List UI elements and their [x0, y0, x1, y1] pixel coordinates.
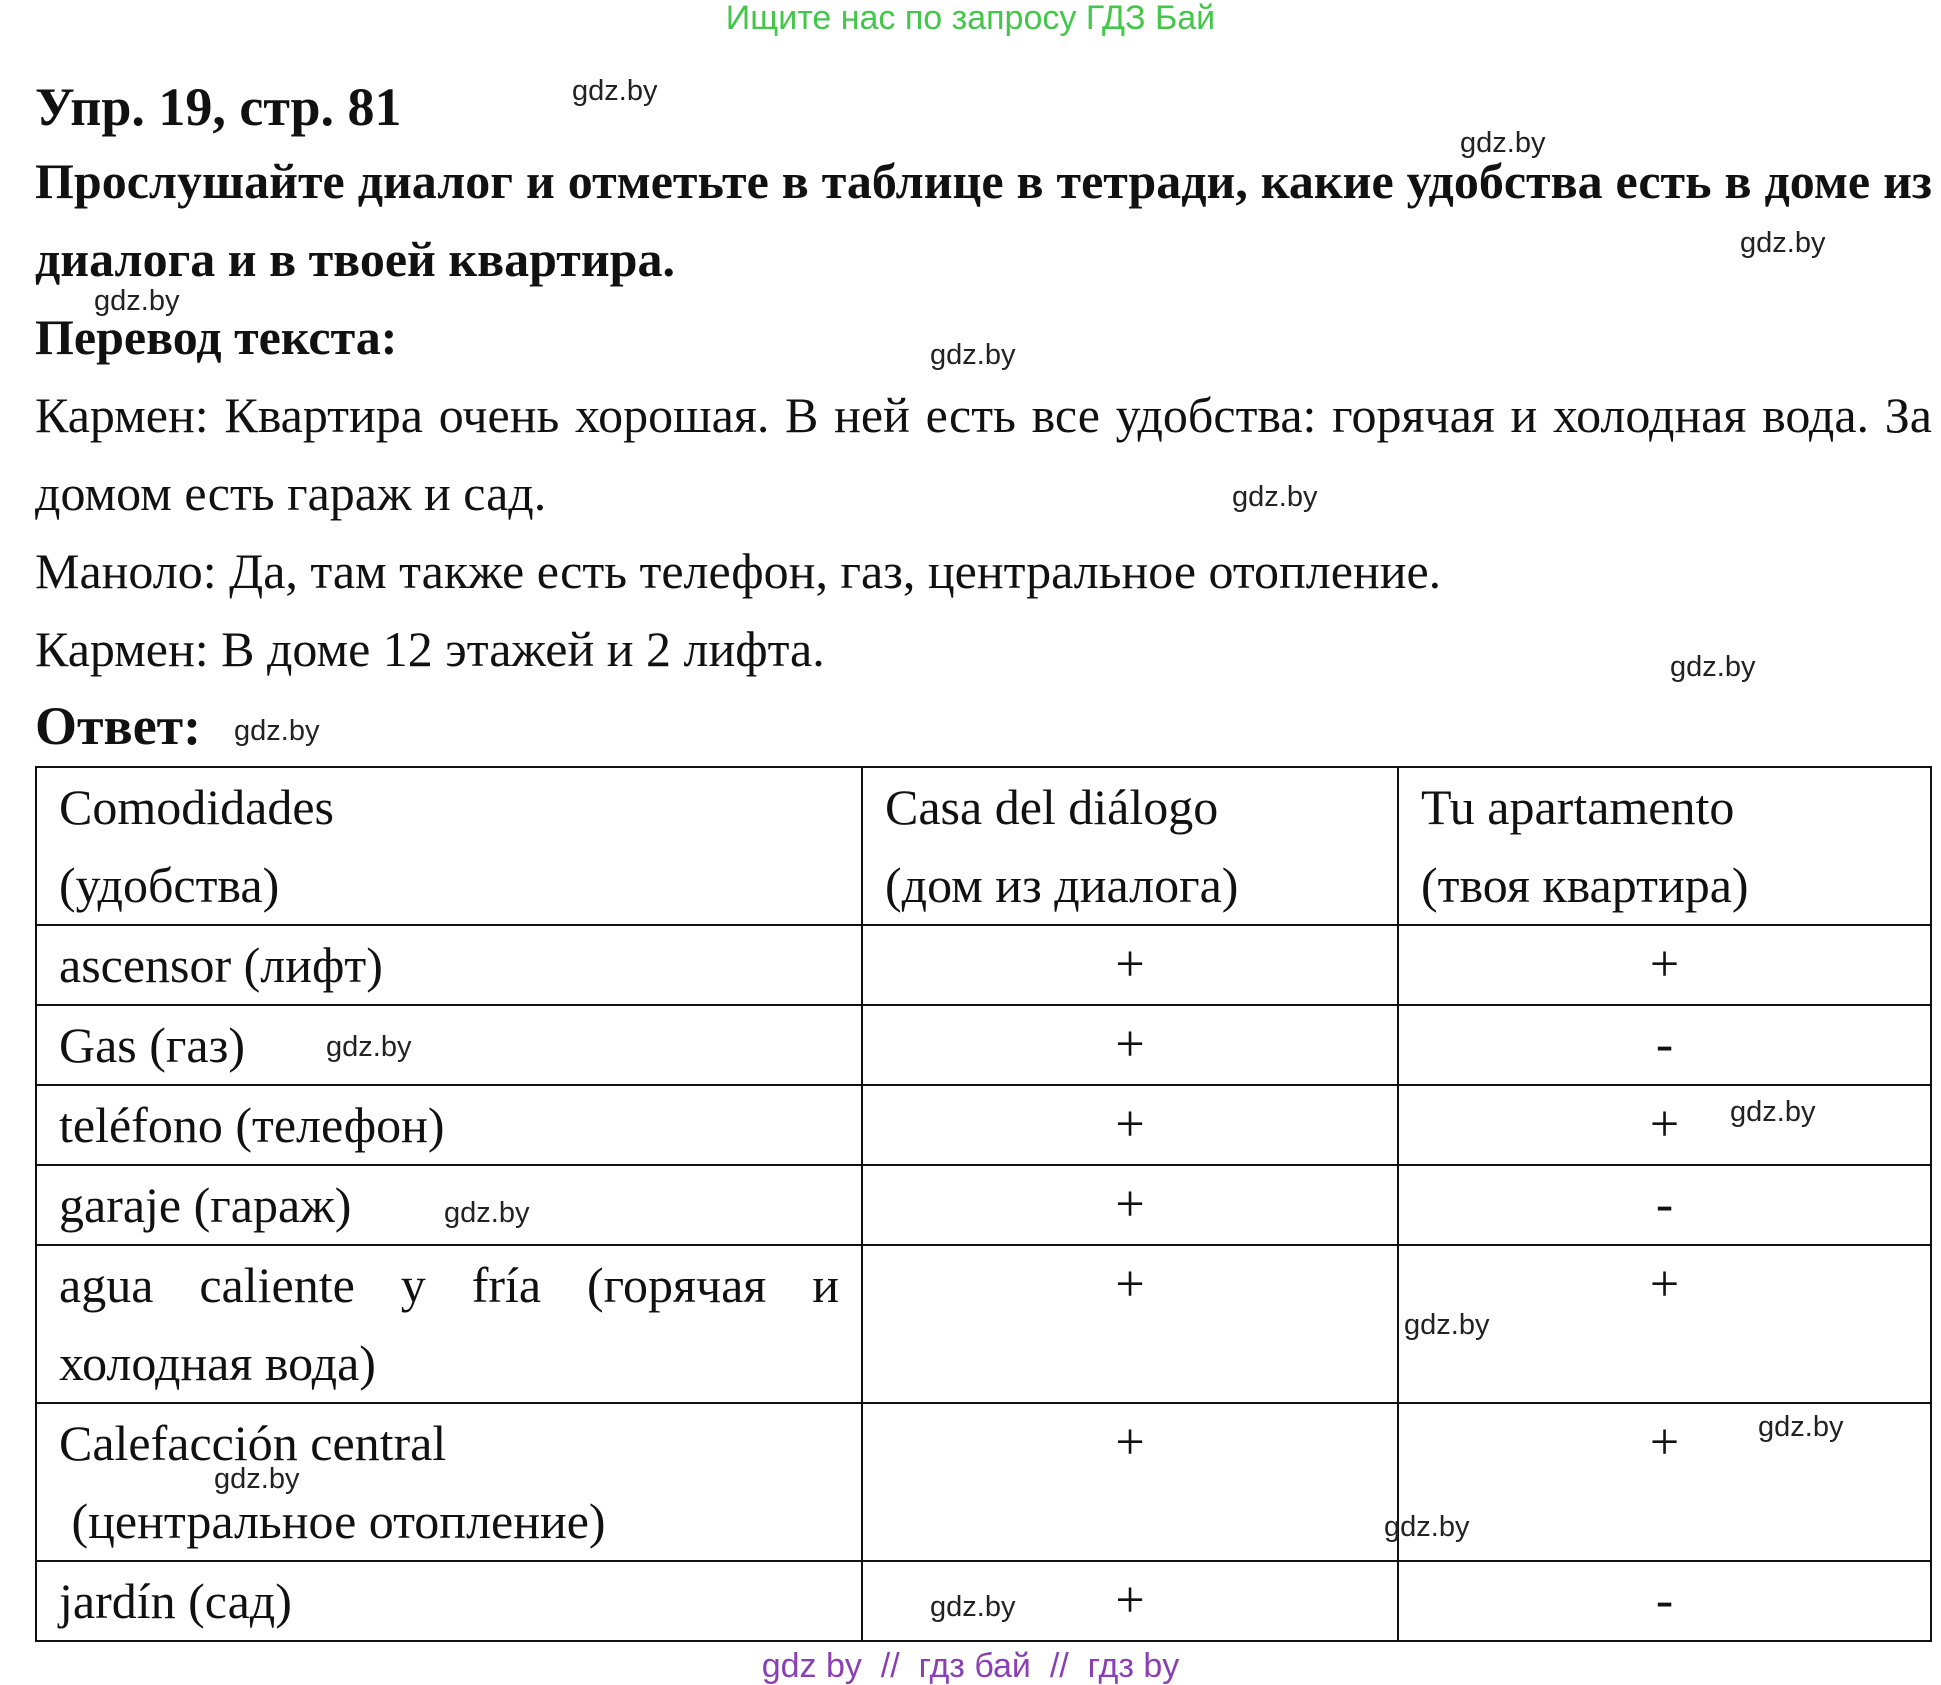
item-label: garaje (гараж): [59, 1177, 352, 1233]
item-cell: [36, 1005, 862, 1085]
translation-heading: Перевод текста:: [35, 309, 398, 365]
watermark: gdz.by: [1232, 481, 1318, 513]
item-label: ascensor (лифт): [59, 937, 383, 993]
header-cell: [862, 767, 1398, 925]
header-line: (удобства): [59, 857, 280, 913]
watermark: gdz.by: [1730, 1096, 1816, 1128]
table-row: [36, 1005, 1931, 1085]
watermark: gdz.by: [930, 1591, 1016, 1623]
watermark: gdz.by: [572, 75, 658, 107]
house-mark: +: [862, 1165, 1398, 1245]
watermark: gdz.by: [930, 339, 1016, 371]
house-mark: +: [862, 1561, 1398, 1641]
apartment-mark: -: [1398, 1165, 1931, 1245]
header-line: (твоя квартира): [1421, 857, 1749, 913]
task-text: Прослушайте диалог и отметьте в таблице в тетради, какие удобства есть в доме из диалога и в твоей квартира.: [35, 153, 1932, 287]
watermark: gdz.by: [94, 285, 180, 317]
item-cell: [36, 1403, 862, 1561]
header-line: Tu apartamento: [1421, 779, 1735, 835]
table-header-row: [36, 767, 1931, 925]
watermark: gdz.by: [1384, 1511, 1470, 1543]
header-cell: [36, 767, 862, 925]
item-cell: [36, 1561, 862, 1641]
table-row: [36, 1165, 1931, 1245]
table-row: [36, 925, 1931, 1005]
apartment-mark: +: [1398, 925, 1931, 1005]
watermark: gdz.by: [1758, 1411, 1844, 1443]
table-row: [36, 1245, 1931, 1403]
item-label: agua caliente y fría (горячая и холодная вода): [59, 1257, 839, 1391]
top-banner: Ищите нас по запросу ГДЗ Бай: [725, 0, 1216, 37]
item-label: Gas (газ): [59, 1017, 246, 1073]
bottom-banner: gdz by // гдз бай // гдз by: [761, 1647, 1180, 1685]
watermark: gdz.by: [444, 1197, 530, 1229]
watermark: gdz.by: [1670, 651, 1756, 683]
watermark: gdz.by: [1404, 1309, 1490, 1341]
watermark: gdz.by: [1740, 227, 1826, 259]
item-cell: [36, 1085, 862, 1165]
item-label: jardín (сад): [59, 1573, 292, 1629]
header-line: (дом из диалога): [885, 857, 1239, 913]
header-line: Comodidades: [59, 779, 334, 835]
header-cell: [1398, 767, 1931, 925]
apartment-mark: +: [1398, 1245, 1931, 1403]
item-label: (центральное отопление): [59, 1493, 606, 1549]
apartment-mark: +: [1398, 1403, 1931, 1561]
apartment-mark: +: [1398, 1085, 1931, 1165]
header-line: Casa del diálogo: [885, 779, 1219, 835]
answer-table: [35, 766, 1932, 1642]
table-row: [36, 1403, 1931, 1561]
apartment-mark: -: [1398, 1561, 1931, 1641]
house-mark: +: [862, 1403, 1398, 1561]
apartment-mark: -: [1398, 1005, 1931, 1085]
watermark: gdz.by: [234, 715, 320, 747]
house-mark: +: [862, 1245, 1398, 1403]
exercise-title: Упр. 19, стр. 81: [35, 77, 402, 137]
table-row: [36, 1085, 1931, 1165]
watermark: gdz.by: [1460, 127, 1546, 159]
watermark: gdz.by: [214, 1463, 300, 1495]
dialogue-line: Маноло: Да, там также есть телефон, газ, центральное отопление.: [35, 543, 1442, 599]
dialogue-line: Кармен: В доме 12 этажей и 2 лифта.: [35, 621, 825, 677]
item-label: Calefacción central: [59, 1415, 447, 1471]
dialogue-line: Кармен: Квартира очень хорошая. В ней есть все удобства: горячая и холодная вода. За домом есть гараж и сад.: [35, 387, 1932, 521]
watermark: gdz.by: [326, 1031, 412, 1063]
item-cell: [36, 1245, 862, 1403]
house-mark: +: [862, 1085, 1398, 1165]
house-mark: +: [862, 925, 1398, 1005]
item-cell: [36, 925, 862, 1005]
house-mark: +: [862, 1005, 1398, 1085]
document-body: [35, 72, 1932, 764]
answer-label: Ответ:: [35, 696, 202, 756]
item-label: teléfono (телефон): [59, 1097, 445, 1153]
